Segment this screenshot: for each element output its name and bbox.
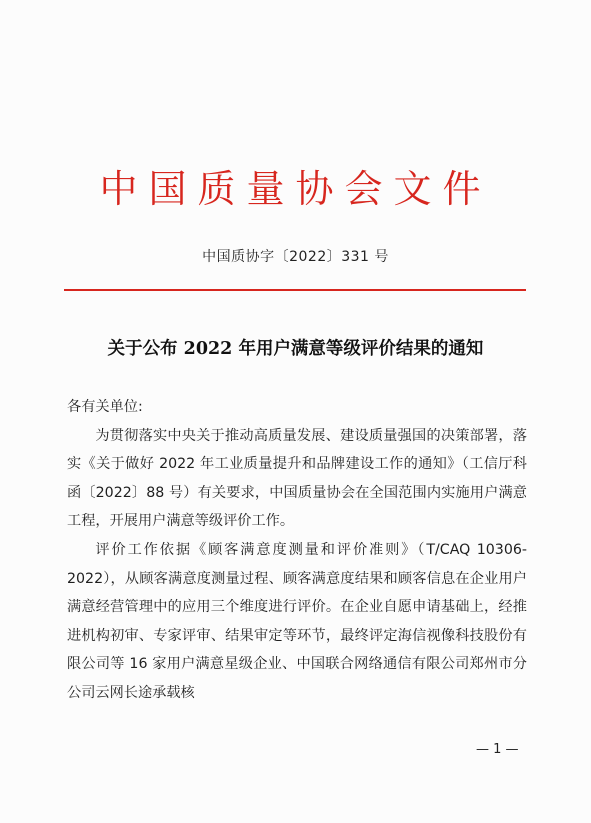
salutation: 各有关单位: xyxy=(67,399,143,415)
document-title: 关于公布 2022 年用户满意等级评价结果的通知 xyxy=(107,339,484,359)
masthead: 中国质量协会文件 xyxy=(99,167,492,211)
page-number: — 1 — xyxy=(476,742,519,757)
paragraph: 评价工作依据《顾客满意度测量和评价准则》（T/CAQ 10306-2022），从顾客满意度测量过程、顾客满意度结果和顾客信息在企业用户满意经营管理中的应用三个维度进行评价。在企业自愿申请基础上，经推进机构初审、专家评审、结果审定等环节，最终评定海信视像科技股份有限公司等 16 家用户满意星级企业、中国联合网络通信有限公司郑州市分公司云网长途承载核 xyxy=(67,541,527,701)
red-divider-line xyxy=(64,289,526,291)
document-body xyxy=(67,393,527,708)
document-number: 中国质协字〔2022〕331 号 xyxy=(202,249,389,265)
paragraph: 为贯彻落实中央关于推动高质量发展、建设质量强国的决策部署，落实《关于做好 2022 年工业质量提升和品牌建设工作的通知》（工信厅科函〔2022〕88 号）有关要求，中国质量协会在全国范围内实施用户满意工程，开展用户满意等级评价工作。 xyxy=(67,427,527,530)
